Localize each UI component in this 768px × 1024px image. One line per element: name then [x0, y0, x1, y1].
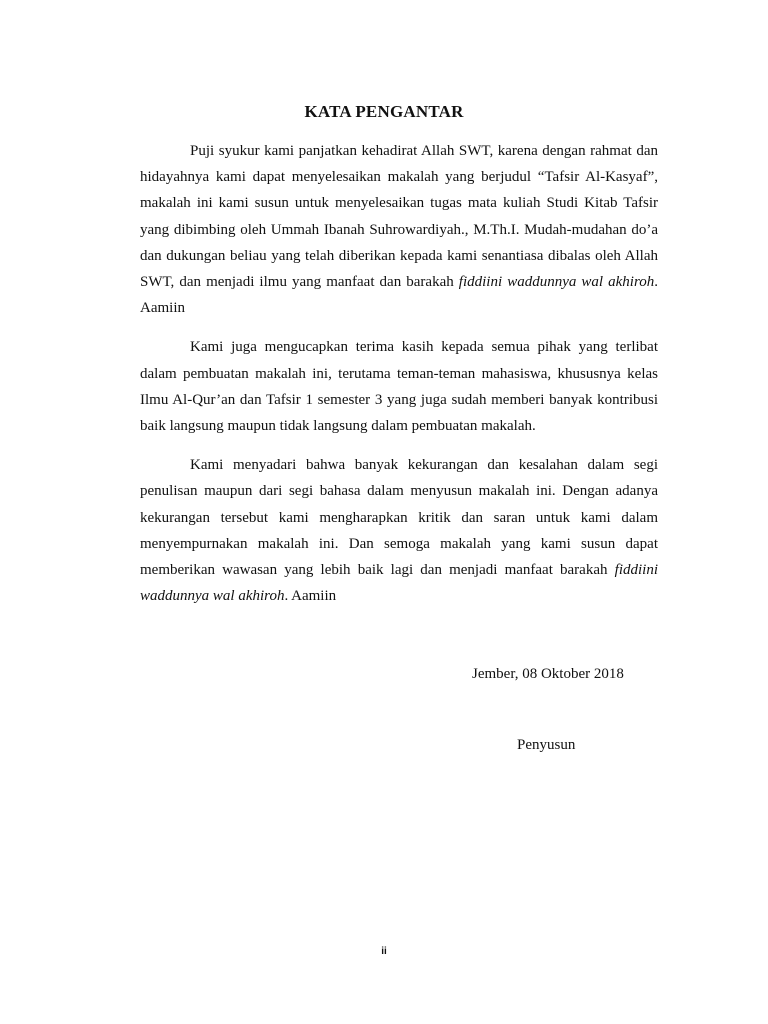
italic-phrase: fiddiini waddunnya wal akhiroh — [458, 274, 655, 291]
place-date: Jember, 08 Oktober 2018 — [472, 666, 624, 682]
paragraph-text: Kami juga mengucapkan terima kasih kepada semua pihak yang terlibat dalam pembuatan makalah ini, terutama teman-teman mahasiswa, khususnya kelas Ilmu Al-Qur’an dan Tafsir 1 semester 3 yang juga sudah memberi banyak kontribusi baik langsung maupun tidak langsung dalam pembuatan makalah. — [140, 339, 658, 435]
paragraph-text: Kami menyadari bahwa banyak kekurangan dan kesalahan dalam segi penulisan maupun dari segi bahasa dalam menyusun makalah ini. Dengan adanya kekurangan tersebut kami mengharapkan kritik dan saran untuk kami dalam menyempurnakan makalah ini. Dan semoga makalah yang kami susun dapat memberikan wawasan yang lebih baik lagi dan menjadi manfaat barakah — [140, 457, 658, 579]
paragraph-acknowledgement — [140, 138, 658, 321]
paragraph-thanks — [140, 334, 658, 439]
italic-phrase: fiddiini waddunnya wal akhiroh — [140, 562, 658, 605]
paragraph-tail: . Aamiin — [284, 588, 337, 605]
page-number: ii — [381, 946, 387, 957]
paragraph-closing — [140, 452, 658, 609]
signer-label: Penyusun — [517, 737, 576, 753]
paragraph-text: Puji syukur kami panjatkan kehadirat Allah SWT, karena dengan rahmat dan hidayahnya kami dapat menyelesaikan makalah yang berjudul “Tafsir Al-Kasyaf”, makalah ini kami susun untuk menyelesaikan tugas mata kuliah Studi Kitab Tafsir yang dibimbing oleh Ummah Ibanah Suhrowardiyah., M.Th.I. Mudah-mudahan do’a dan dukungan beliau yang telah diberikan kepada kami senantiasa dibalas oleh Allah SWT, dan menjadi ilmu yang manfaat dan barakah — [140, 143, 658, 291]
paragraph-tail: . Aamiin — [140, 274, 658, 317]
page-title: KATA PENGANTAR — [304, 102, 464, 121]
document-body — [140, 138, 658, 609]
